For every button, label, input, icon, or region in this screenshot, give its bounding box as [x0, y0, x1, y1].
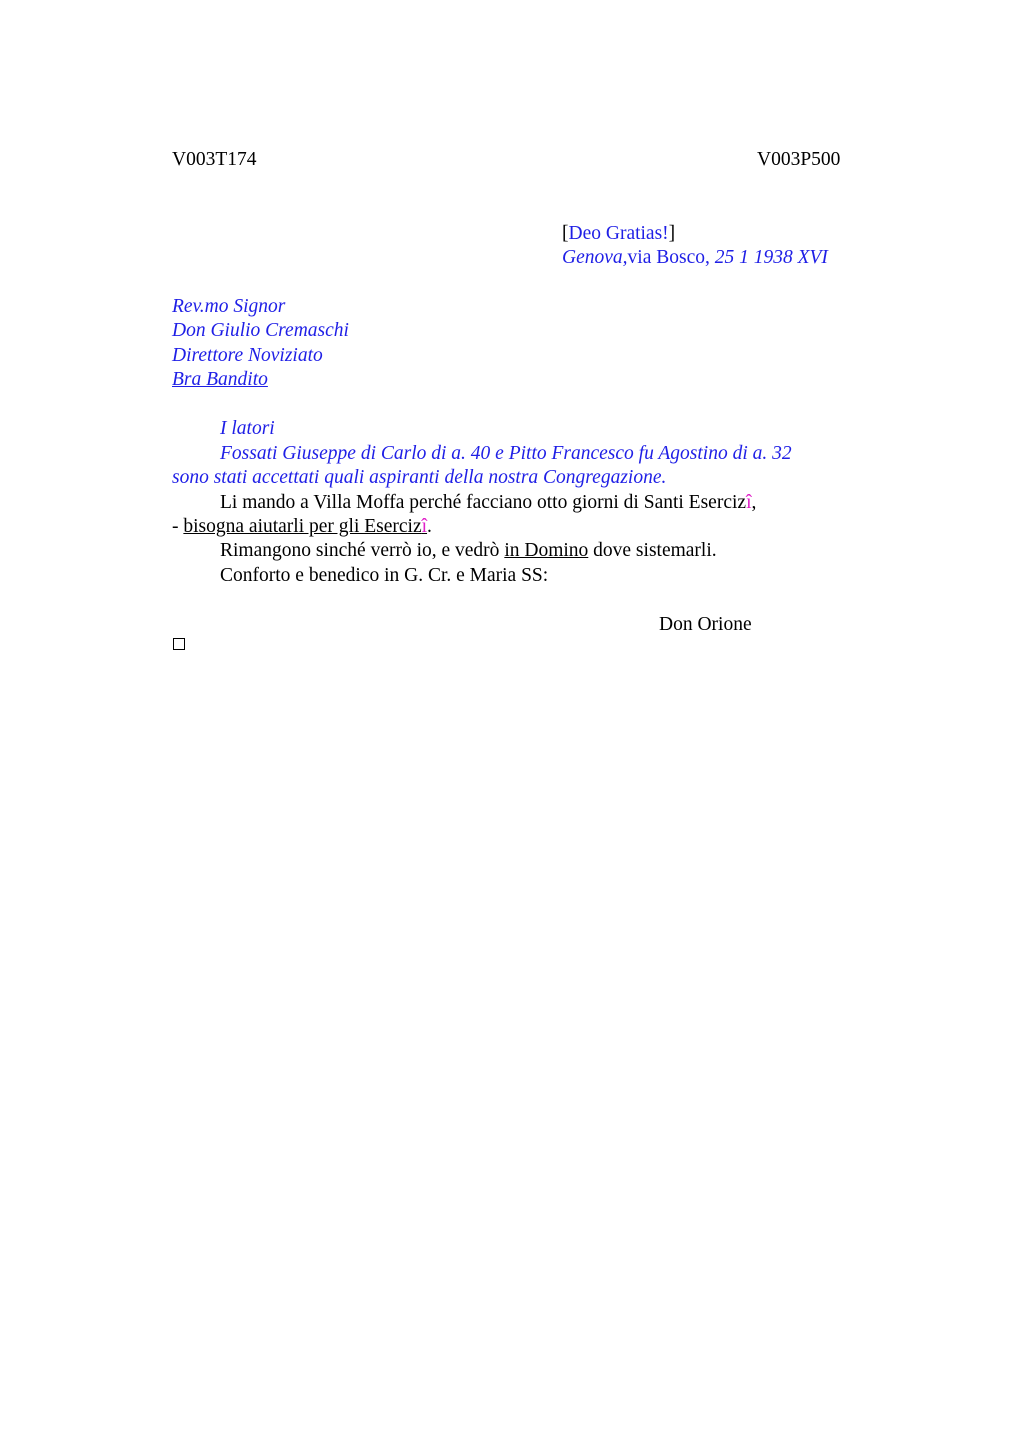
body-line-5: [172, 517, 432, 537]
editorial-mark: î: [421, 516, 428, 537]
body-line-6-start: Rimangono sinché verrò io, e vedrò: [220, 540, 505, 561]
signature: Don Orione: [659, 614, 752, 635]
place-date-line: [562, 248, 828, 268]
body-line-6: [220, 541, 717, 561]
body-line-5-underlined: bisogna aiutarli per gli Esercizî: [183, 516, 428, 537]
street: via Bosco,: [627, 247, 715, 268]
recipient-line-1: Rev.mo Signor: [172, 296, 286, 317]
body-line-4-end: ,: [751, 492, 757, 513]
document-code-left: V003T174: [172, 149, 257, 170]
city: Genova,: [562, 247, 628, 268]
body-line-6-underlined: in Domino: [504, 540, 589, 561]
body-line-4: [220, 493, 756, 513]
editorial-mark: î: [746, 492, 752, 513]
recipient-line-4: Bra Bandito: [172, 369, 268, 390]
body-line-5-end: .: [427, 516, 432, 537]
body-line-7: Conforto e benedico in G. Cr. e Maria SS:: [220, 565, 549, 586]
body-line-4-text: Li mando a Villa Moffa perché facciano otto giorni di Santi Eserciz: [220, 492, 747, 513]
document-code-right: V003P500: [757, 149, 841, 170]
end-box-icon: [173, 638, 185, 650]
body-line-5-dash: -: [172, 516, 184, 537]
recipient-line-3: Direttore Noviziato: [172, 345, 323, 366]
deo-gratias: Deo Gratias!: [568, 223, 669, 244]
body-line-6-end: dove sistemarli.: [588, 540, 717, 561]
date: 25 1 1938 XVI: [714, 247, 828, 268]
body-line-1: I latori: [220, 418, 275, 439]
heading-invocation: [562, 224, 675, 244]
bracket-close: ]: [668, 223, 676, 244]
bracket-open: [: [562, 223, 569, 244]
recipient-line-2: Don Giulio Cremaschi: [172, 320, 349, 341]
body-line-3: sono stati accettati quali aspiranti della nostra Congregazione.: [172, 467, 667, 488]
body-line-2: Fossati Giuseppe di Carlo di a. 40 e Pitto Francesco fu Agostino di a. 32: [220, 443, 792, 464]
